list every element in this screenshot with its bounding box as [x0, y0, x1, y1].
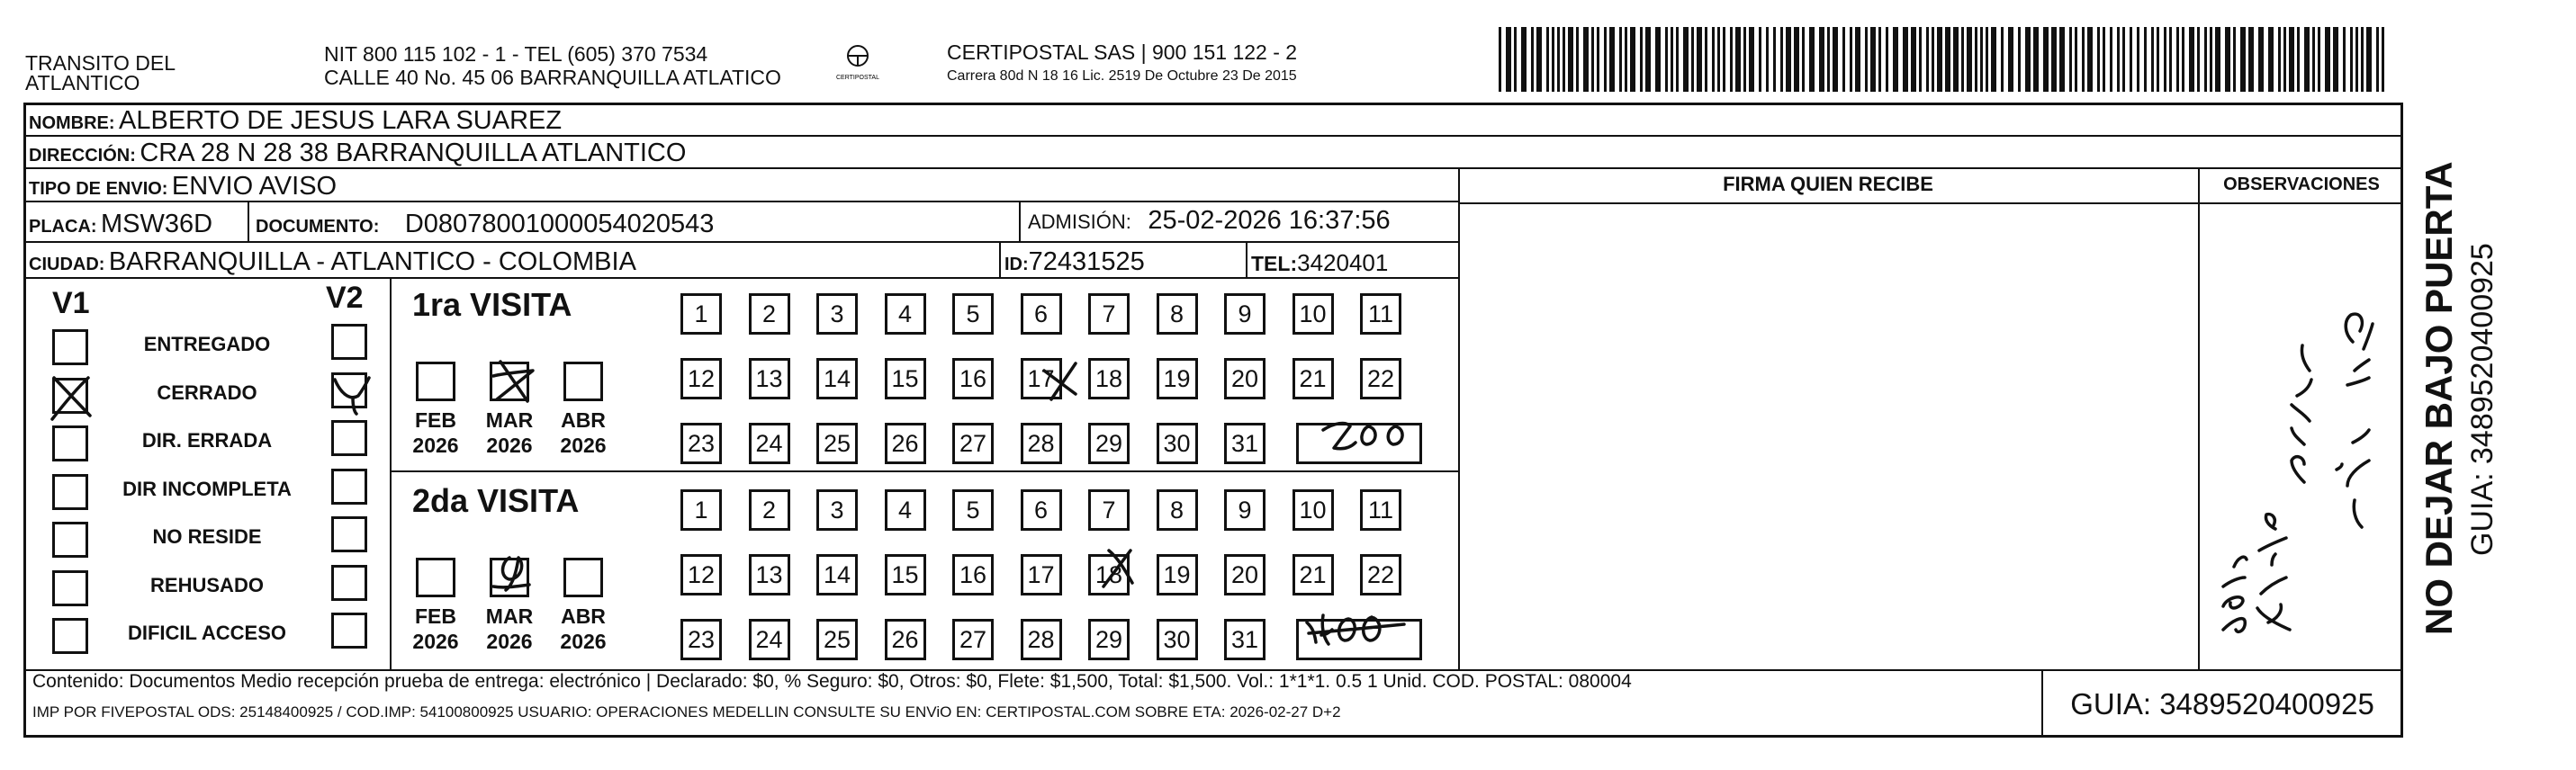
visit1-day-box[interactable]: 12	[680, 358, 722, 399]
visit1-day-box[interactable]: 7	[1088, 293, 1130, 335]
firma-header: FIRMA QUIEN RECIBE	[1723, 173, 1933, 195]
documento-label: DOCUMENTO:	[256, 217, 380, 237]
visit1-day-box[interactable]: 25	[816, 423, 858, 464]
visit2-day-box[interactable]: 14	[816, 554, 858, 595]
status-label: ENTREGADO	[143, 333, 271, 355]
nit-line: NIT 800 115 102 - 1 - TEL (605) 370 7534	[324, 42, 708, 66]
v2-cerrado-check-mark	[335, 378, 369, 414]
contenido-line: Contenido: Documentos Medio recepción prueba de entrega: electrónico | Declarado: $0, % Seguro: $0, Otros: $0, Flete: $1,500, Total: $1,500. Vol.: 1*1*1. 0.5 1 Unid. COD. POSTAL: 080004	[32, 671, 1632, 692]
visit2-day-box[interactable]: 18	[1088, 554, 1130, 595]
visit1-month-year: 2026	[486, 434, 533, 457]
visit2-day-box[interactable]: 1	[680, 489, 722, 531]
visit1-day-box[interactable]: 30	[1157, 423, 1198, 464]
org-name-line2: ATLANTICO	[25, 71, 140, 94]
visit2-day-box[interactable]: 30	[1157, 619, 1198, 660]
visit1-day-box[interactable]: 15	[885, 358, 926, 399]
status-label: DIFICIL ACCESO	[127, 622, 286, 644]
visit1-day-box[interactable]: 28	[1021, 423, 1062, 464]
documento-value: D08078001000054020543	[404, 210, 715, 238]
visit2-day-box[interactable]: 11	[1360, 489, 1401, 531]
org-name-line1: TRANSITO DEL	[25, 51, 176, 75]
visit1-day-box[interactable]: 24	[749, 423, 790, 464]
tel-label: TEL:	[1251, 252, 1298, 275]
visit2-title: 2da VISITA	[412, 482, 580, 519]
placa-label: PLACA:	[29, 217, 97, 237]
visit2-day-box[interactable]: 31	[1224, 619, 1265, 660]
imp-line: IMP POR FIVEPOSTAL ODS: 25148400925 / COD.IMP: 54100800925 USUARIO: OPERACIONES MEDELLIN CONSULTE SU ENViO EN: CERTIPOSTAL.COM SOBRE ETA: 2026-02-27 D+2	[32, 703, 1341, 721]
visit2-day-box[interactable]: 28	[1021, 619, 1062, 660]
id-label: ID:	[1004, 255, 1029, 274]
visit1-day-box[interactable]: 5	[952, 293, 994, 335]
visit2-day-box[interactable]: 23	[680, 619, 722, 660]
logo-text: CERTIPOSTAL	[836, 75, 879, 81]
visit1-day-box[interactable]: 26	[885, 423, 926, 464]
visit1-day-box[interactable]: 14	[816, 358, 858, 399]
visit2-day-box[interactable]: 9	[1224, 489, 1265, 531]
visit2-month-year: 2026	[486, 630, 533, 653]
visit2-day-box[interactable]: 20	[1224, 554, 1265, 595]
visit2-month-year: 2026	[560, 630, 607, 653]
license-line: Carrera 80d N 18 16 Lic. 2519 De Octubre 23 De 2015	[947, 68, 1297, 84]
visit2-day-box[interactable]: 26	[885, 619, 926, 660]
admision-label: ADMISIÓN:	[1028, 210, 1131, 233]
visit2-day-box[interactable]: 17	[1021, 554, 1062, 595]
visit1-day-box[interactable]: 20	[1224, 358, 1265, 399]
visit2-handwritten-time	[1307, 615, 1404, 644]
visit1-mar-check-mark	[493, 362, 533, 401]
visit2-month-name: FEB	[415, 604, 456, 628]
visit1-handwritten-time	[1323, 424, 1402, 449]
visit2-day-box[interactable]: 21	[1293, 554, 1334, 595]
visit2-day-box[interactable]: 3	[816, 489, 858, 531]
status-label: DIR INCOMPLETA	[122, 477, 292, 500]
placa-value: MSW36D	[101, 210, 213, 238]
visit1-day-box[interactable]: 23	[680, 423, 722, 464]
no-dejar-notice: NO DEJAR BAJO PUERTA	[2418, 161, 2460, 635]
visit2-day-box[interactable]: 2	[749, 489, 790, 531]
visit1-day-box[interactable]: 3	[816, 293, 858, 335]
nombre-value: ALBERTO DE JESUS LARA SUAREZ	[119, 106, 563, 135]
address-line: CALLE 40 No. 45 06 BARRANQUILLA ATLATICO	[324, 66, 781, 89]
side-guia: GUIA: 3489520400925	[2465, 243, 2499, 556]
visit1-day-box[interactable]: 16	[952, 358, 994, 399]
visit1-day-box[interactable]: 31	[1224, 423, 1265, 464]
visit1-day-box[interactable]: 27	[952, 423, 994, 464]
tipo-value: ENVIO AVISO	[171, 172, 338, 201]
visit2-day-box[interactable]: 25	[816, 619, 858, 660]
visit2-mar-check-mark	[493, 558, 529, 590]
observaciones-handwriting	[2223, 314, 2373, 631]
visit1-day-box[interactable]: 1	[680, 293, 722, 335]
v1-cerrado-check-mark	[52, 378, 90, 419]
visit1-day-box[interactable]: 8	[1157, 293, 1198, 335]
visit2-day-box[interactable]: 12	[680, 554, 722, 595]
visit2-day-box[interactable]: 19	[1157, 554, 1198, 595]
status-label: CERRADO	[157, 381, 257, 404]
visit2-day-box[interactable]: 6	[1021, 489, 1062, 531]
visit1-day-box[interactable]: 6	[1021, 293, 1062, 335]
visit2-day-check-mark	[1103, 551, 1132, 586]
visit2-month-name: ABR	[561, 604, 606, 628]
visit2-day-box[interactable]: 5	[952, 489, 994, 531]
visit1-month-year: 2026	[560, 434, 607, 457]
visit1-title: 1ra VISITA	[412, 286, 572, 323]
visit2-day-box[interactable]: 8	[1157, 489, 1198, 531]
visit1-day-box[interactable]: 21	[1293, 358, 1334, 399]
visit1-day-box[interactable]: 22	[1360, 358, 1401, 399]
ciudad-value: BARRANQUILLA - ATLANTICO - COLOMBIA	[108, 247, 636, 276]
visit2-day-box[interactable]: 24	[749, 619, 790, 660]
guia-box: GUIA: 3489520400925	[2070, 687, 2374, 721]
admision-value: 25-02-2026 16:37:56	[1148, 206, 1391, 235]
visit2-month-name: MAR	[485, 604, 534, 628]
visit2-day-box[interactable]: 27	[952, 619, 994, 660]
visit2-day-box[interactable]: 29	[1088, 619, 1130, 660]
visit2-day-box[interactable]: 10	[1293, 489, 1334, 531]
ciudad-label: CIUDAD:	[29, 255, 105, 274]
tipo-label: TIPO DE ENVIO:	[29, 179, 168, 199]
visit1-month-name: FEB	[415, 408, 456, 432]
visit1-month-year: 2026	[412, 434, 459, 457]
v1-header: V1	[52, 286, 90, 320]
visit1-day-box[interactable]: 4	[885, 293, 926, 335]
visit1-day-box[interactable]: 10	[1293, 293, 1334, 335]
visit1-day-box[interactable]: 11	[1360, 293, 1401, 335]
company-line: CERTIPOSTAL SAS | 900 151 122 - 2	[947, 40, 1298, 64]
visit2-day-box[interactable]: 16	[952, 554, 994, 595]
visit1-day-box[interactable]: 17	[1021, 358, 1062, 399]
visit1-day-box[interactable]: 2	[749, 293, 790, 335]
tel-value: 3420401	[1297, 249, 1389, 276]
visit2-day-box[interactable]: 22	[1360, 554, 1401, 595]
observaciones-header: OBSERVACIONES	[2223, 175, 2380, 194]
visit1-day-check-mark	[1044, 363, 1076, 399]
status-label: NO RESIDE	[152, 525, 262, 548]
visit2-day-box[interactable]: 15	[885, 554, 926, 595]
visit2-day-box[interactable]: 7	[1088, 489, 1130, 531]
nombre-label: NOMBRE:	[29, 113, 115, 133]
visit1-day-box[interactable]: 9	[1224, 293, 1265, 335]
direccion-label: DIRECCIÓN:	[29, 146, 136, 166]
status-label: REHUSADO	[150, 573, 264, 596]
visit2-day-box[interactable]: 13	[749, 554, 790, 595]
visit1-month-name: MAR	[485, 408, 534, 432]
id-value: 72431525	[1028, 247, 1145, 276]
visit1-day-box[interactable]: 19	[1157, 358, 1198, 399]
visit2-day-box[interactable]: 4	[885, 489, 926, 531]
visit1-day-box[interactable]: 29	[1088, 423, 1130, 464]
visit1-day-box[interactable]: 13	[749, 358, 790, 399]
direccion-value: CRA 28 N 28 38 BARRANQUILLA ATLANTICO	[140, 139, 687, 167]
status-label: DIR. ERRADA	[141, 429, 273, 452]
visit1-month-name: ABR	[561, 408, 606, 432]
visit2-month-year: 2026	[412, 630, 459, 653]
v2-header: V2	[326, 281, 364, 315]
visit1-day-box[interactable]: 18	[1088, 358, 1130, 399]
